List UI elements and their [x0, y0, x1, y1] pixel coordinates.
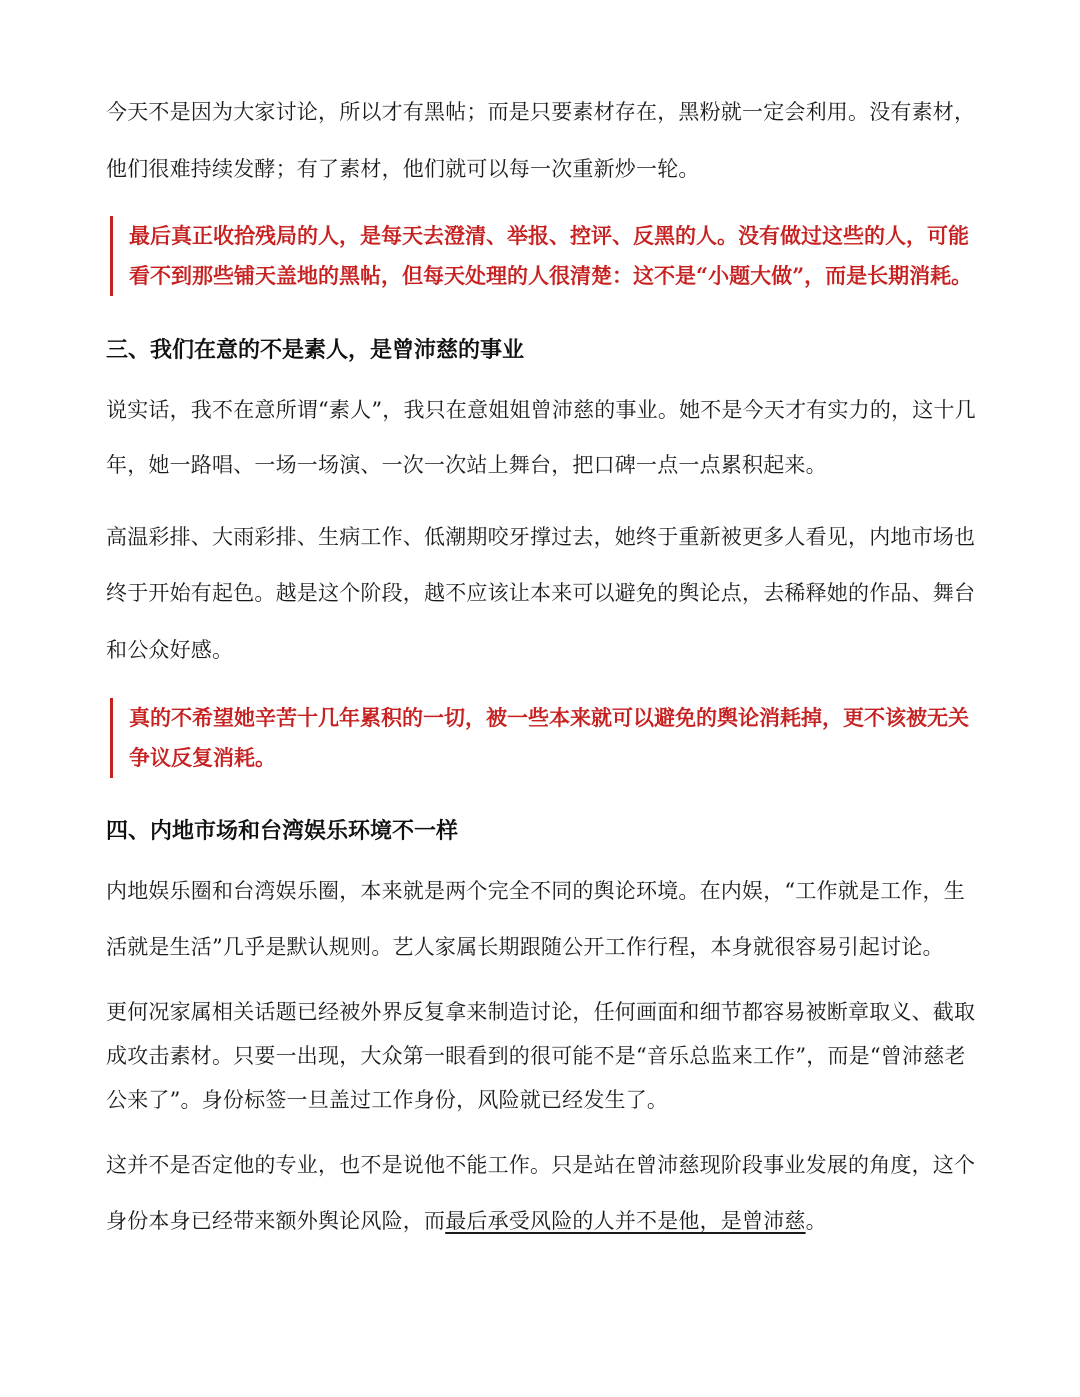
section-4-paragraph-1-line-1: 内地娱乐圈和台湾娱乐圈，本来就是两个完全不同的舆论环境。在内娱，“工作就是工作，生	[106, 879, 965, 903]
section-4-paragraph-1-line-2: 活就是生活”几乎是默认规则。艺人家属长期跟随公开工作行程，本身就很容易引起讨论。	[106, 935, 944, 959]
intro-paragraph-line-2: 他们很难持续发酵；有了素材，他们就可以每一次重新炒一轮。	[106, 157, 700, 181]
intro-callout-line-2: 看不到那些铺天盖地的黑帖，但每天处理的人很清楚：这不是“小题大做”，而是长期消耗。	[129, 263, 973, 288]
section-4-paragraph-2-line-2: 成攻击素材。只要一出现，大众第一眼看到的很可能不是“音乐总监来工作”，而是“曾沛慈老	[106, 1044, 966, 1068]
intro-callout	[110, 216, 999, 296]
section-4-heading: 四、内地市场和台湾娱乐环境不一样	[106, 818, 459, 844]
intro-paragraph	[106, 98, 981, 183]
underlined-conclusion: 最后承受风险的人并不是他，是曾沛慈	[445, 1209, 806, 1233]
section-4-paragraph-3	[106, 1151, 981, 1235]
section-3-paragraph-1-line-1: 说实话，我不在意所谓“素人”，我只在意姐姐曾沛慈的事业。她不是今天才有实力的，这十几	[106, 398, 976, 422]
section-3-paragraph-2-line-2: 终于开始有起色。越是这个阶段，越不应该让本来可以避免的舆论点，去稀释她的作品、舞台	[106, 581, 976, 605]
section-3-paragraph-2-line-1: 高温彩排、大雨彩排、生病工作、低潮期咬牙撑过去，她终于重新被更多人看见，内地市场也	[106, 525, 976, 549]
section-4-paragraph-3-line-2-prefix: 身份本身已经带来额外舆论风险，而	[106, 1209, 446, 1233]
section-3-callout-line-1: 真的不希望她辛苦十几年累积的一切，被一些本来就可以避免的舆论消耗掉，更不该被无关	[129, 705, 969, 730]
section-4-paragraph-2	[106, 998, 981, 1114]
section-4-paragraph-2-line-3: 公来了”。身份标签一旦盖过工作身份，风险就已经发生了。	[106, 1088, 669, 1112]
section-3-paragraph-2	[106, 523, 981, 664]
section-4-paragraph-1	[106, 877, 981, 961]
intro-paragraph-line-1: 今天不是因为大家讨论，所以才有黑帖；而是只要素材存在，黑粉就一定会利用。没有素材，	[106, 100, 976, 124]
section-3-callout	[110, 698, 999, 778]
section-4-paragraph-3-line-2	[106, 1207, 981, 1235]
section-3-paragraph-1	[106, 396, 981, 479]
section-4-paragraph-3-line-2-suffix: 。	[805, 1209, 827, 1233]
section-3-paragraph-1-line-2: 年，她一路唱、一场一场演、一次一次站上舞台，把口碑一点一点累积起来。	[106, 453, 827, 477]
intro-callout-line-1: 最后真正收拾残局的人，是每天去澄清、举报、控评、反黑的人。没有做过这些的人，可能	[129, 223, 969, 248]
section-3-callout-line-2: 争议反复消耗。	[129, 745, 276, 770]
section-4-paragraph-2-line-1: 更何况家属相关话题已经被外界反复拿来制造讨论，任何画面和细节都容易被断章取义、截取	[106, 1000, 976, 1024]
section-3-paragraph-2-line-3: 和公众好感。	[106, 638, 234, 662]
section-3-heading: 三、我们在意的不是素人，是曾沛慈的事业	[106, 337, 525, 363]
section-4-paragraph-3-line-1: 这并不是否定他的专业，也不是说他不能工作。只是站在曾沛慈现阶段事业发展的角度，这个	[106, 1153, 976, 1177]
